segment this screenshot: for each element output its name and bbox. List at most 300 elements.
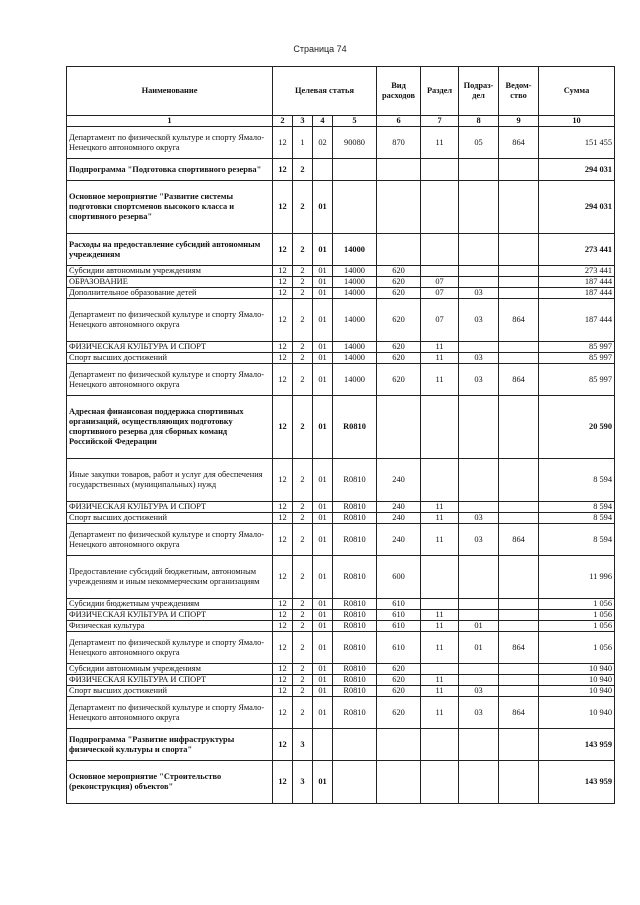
cell-subsection: 03 [459,524,499,556]
cell-target-program: 12 [273,266,293,277]
cell-target-subprogram: 2 [293,697,313,729]
cell-expense-type: 600 [377,556,421,599]
cell-expense-type: 620 [377,675,421,686]
cell-target-direction: 14000 [333,234,377,266]
cell-department [499,288,539,299]
cell-expense-type: 240 [377,513,421,524]
cell-expense-type: 610 [377,621,421,632]
cell-target-direction [333,159,377,181]
table-row [67,353,615,364]
cell-target-event: 01 [313,288,333,299]
cell-section: 11 [421,675,459,686]
cell-sum: 294 031 [539,181,615,234]
cell-subsection [459,556,499,599]
cell-target-direction: R0810 [333,524,377,556]
cell-sum: 8 594 [539,524,615,556]
cell-name: Департамент по физической культуре и спорту Ямало-Ненецкого автономного округа [67,127,273,159]
table-row [67,686,615,697]
cell-subsection: 05 [459,127,499,159]
cell-section: 11 [421,127,459,159]
cell-subsection [459,675,499,686]
cell-target-direction: 14000 [333,299,377,342]
cell-expense-type: 620 [377,342,421,353]
cell-department [499,396,539,459]
cell-target-program: 12 [273,459,293,502]
table-row [67,396,615,459]
cell-sum: 273 441 [539,266,615,277]
cell-target-direction: 14000 [333,288,377,299]
cell-section: 11 [421,364,459,396]
cell-section: 07 [421,288,459,299]
cell-name: Адресная финансовая поддержка спортивных организаций, осуществляющих подготовку спортивного резерва для сборных команд Российской Федерации [67,396,273,459]
cell-section: 07 [421,277,459,288]
table-row [67,675,615,686]
table-row [67,459,615,502]
cell-department: 864 [499,127,539,159]
cell-target-program: 12 [273,364,293,396]
header-subsection: Подраз-дел [459,67,499,116]
cell-name: Расходы на предоставление субсидий автономным учреждениям [67,234,273,266]
cell-department [499,459,539,502]
cell-name: Спорт высших достижений [67,513,273,524]
cell-target-subprogram: 2 [293,234,313,266]
table-row [67,127,615,159]
cell-department [499,761,539,804]
cell-expense-type: 240 [377,502,421,513]
cell-department [499,181,539,234]
cell-name: Департамент по физической культуре и спорту Ямало-Ненецкого автономного округа [67,299,273,342]
cell-target-subprogram: 2 [293,632,313,664]
column-number: 5 [333,116,377,127]
cell-target-event: 01 [313,524,333,556]
cell-expense-type: 620 [377,277,421,288]
cell-name: Дополнительное образование детей [67,288,273,299]
cell-target-direction: 90080 [333,127,377,159]
cell-name: Предоставление субсидий бюджетным, автономным учреждениям и иным некоммерческим организациям [67,556,273,599]
cell-target-program: 12 [273,556,293,599]
cell-department [499,599,539,610]
cell-target-event: 01 [313,266,333,277]
cell-expense-type [377,729,421,761]
cell-subsection [459,234,499,266]
table-body [67,127,615,804]
cell-target-event: 01 [313,234,333,266]
cell-target-program: 12 [273,686,293,697]
cell-target-subprogram: 2 [293,277,313,288]
cell-target-subprogram: 2 [293,459,313,502]
cell-section: 11 [421,610,459,621]
cell-expense-type: 610 [377,632,421,664]
cell-target-event: 01 [313,513,333,524]
header-name: Наименование [67,67,273,116]
cell-department: 864 [499,299,539,342]
cell-target-event: 01 [313,610,333,621]
cell-name: ОБРАЗОВАНИЕ [67,277,273,288]
cell-section [421,459,459,502]
table-row [67,729,615,761]
cell-section [421,729,459,761]
cell-sum: 143 959 [539,729,615,761]
cell-name: Департамент по физической культуре и спорту Ямало-Ненецкого автономного округа [67,697,273,729]
table-row [67,556,615,599]
cell-subsection [459,159,499,181]
cell-subsection: 03 [459,288,499,299]
cell-target-subprogram: 2 [293,686,313,697]
cell-expense-type: 620 [377,266,421,277]
cell-sum: 187 444 [539,288,615,299]
cell-target-program: 12 [273,234,293,266]
cell-target-subprogram: 2 [293,288,313,299]
table-row [67,761,615,804]
cell-target-event: 01 [313,697,333,729]
cell-target-subprogram: 2 [293,513,313,524]
cell-expense-type: 610 [377,599,421,610]
header-section: Раздел [421,67,459,116]
cell-department [499,556,539,599]
header-expense-type: Вид расходов [377,67,421,116]
column-number: 7 [421,116,459,127]
cell-expense-type: 620 [377,353,421,364]
table-row [67,288,615,299]
cell-expense-type [377,761,421,804]
cell-expense-type: 620 [377,664,421,675]
cell-target-event: 01 [313,621,333,632]
cell-target-event: 01 [313,342,333,353]
cell-subsection [459,610,499,621]
cell-expense-type [377,234,421,266]
cell-target-program: 12 [273,342,293,353]
budget-table [66,66,615,804]
cell-target-program: 12 [273,621,293,632]
cell-target-direction: R0810 [333,599,377,610]
cell-target-event: 01 [313,299,333,342]
cell-name: ФИЗИЧЕСКАЯ КУЛЬТУРА И СПОРТ [67,675,273,686]
cell-target-program: 12 [273,181,293,234]
cell-name: Основное мероприятие "Строительство (реконструкция) объектов" [67,761,273,804]
cell-target-direction [333,729,377,761]
cell-target-subprogram: 2 [293,621,313,632]
cell-section: 11 [421,686,459,697]
cell-name: ФИЗИЧЕСКАЯ КУЛЬТУРА И СПОРТ [67,342,273,353]
table-row [67,502,615,513]
cell-sum: 151 455 [539,127,615,159]
table-row [67,364,615,396]
cell-sum: 85 997 [539,342,615,353]
cell-subsection: 03 [459,697,499,729]
cell-section [421,396,459,459]
cell-target-program: 12 [273,664,293,675]
cell-target-direction: 14000 [333,342,377,353]
cell-department [499,686,539,697]
cell-section [421,664,459,675]
cell-section [421,266,459,277]
cell-section [421,599,459,610]
cell-target-direction: R0810 [333,686,377,697]
cell-sum: 187 444 [539,299,615,342]
table-row [67,277,615,288]
cell-name: Субсидии автономным учреждениям [67,664,273,675]
cell-department [499,342,539,353]
cell-target-subprogram: 2 [293,675,313,686]
table-row [67,632,615,664]
cell-target-event: 01 [313,761,333,804]
cell-department [499,513,539,524]
header-target-article: Целевая статья [273,67,377,116]
cell-subsection [459,396,499,459]
cell-subsection [459,599,499,610]
cell-subsection: 01 [459,632,499,664]
cell-department [499,353,539,364]
cell-target-event: 01 [313,502,333,513]
table-row [67,342,615,353]
table-row [67,621,615,632]
cell-section: 11 [421,502,459,513]
page-number: Страница 74 [293,44,347,54]
cell-department: 864 [499,632,539,664]
table-row [67,697,615,729]
cell-target-program: 12 [273,761,293,804]
column-number: 3 [293,116,313,127]
cell-name: Департамент по физической культуре и спорту Ямало-Ненецкого автономного округа [67,524,273,556]
table-row [67,599,615,610]
cell-expense-type [377,396,421,459]
cell-sum: 10 940 [539,697,615,729]
cell-subsection [459,761,499,804]
cell-sum: 187 444 [539,277,615,288]
cell-department [499,621,539,632]
cell-sum: 294 031 [539,159,615,181]
cell-department: 864 [499,697,539,729]
cell-sum: 143 959 [539,761,615,804]
cell-name: ФИЗИЧЕСКАЯ КУЛЬТУРА И СПОРТ [67,502,273,513]
cell-name: Физическая культура [67,621,273,632]
cell-target-direction: R0810 [333,513,377,524]
cell-target-event: 01 [313,686,333,697]
column-number: 4 [313,116,333,127]
cell-target-subprogram: 2 [293,524,313,556]
table-row [67,234,615,266]
cell-expense-type [377,181,421,234]
table-row [67,524,615,556]
cell-target-subprogram: 1 [293,127,313,159]
cell-subsection [459,664,499,675]
cell-name: ФИЗИЧЕСКАЯ КУЛЬТУРА И СПОРТ [67,610,273,621]
cell-target-subprogram: 2 [293,353,313,364]
cell-target-subprogram: 2 [293,181,313,234]
cell-target-subprogram: 3 [293,729,313,761]
cell-target-direction: 14000 [333,266,377,277]
cell-target-event: 01 [313,459,333,502]
cell-target-direction: R0810 [333,664,377,675]
header-department: Ведом-ство [499,67,539,116]
cell-target-direction [333,761,377,804]
cell-target-direction: R0810 [333,396,377,459]
cell-subsection: 03 [459,686,499,697]
cell-subsection [459,502,499,513]
table-row [67,159,615,181]
cell-subsection: 03 [459,364,499,396]
cell-expense-type: 240 [377,524,421,556]
cell-target-event [313,159,333,181]
cell-target-program: 12 [273,396,293,459]
cell-subsection [459,342,499,353]
column-number: 8 [459,116,499,127]
cell-sum: 10 940 [539,675,615,686]
cell-section [421,181,459,234]
cell-sum: 8 594 [539,502,615,513]
cell-name: Подпрограмма "Развитие инфраструктуры физической культуры и спорта" [67,729,273,761]
cell-target-direction: 14000 [333,277,377,288]
table-row [67,513,615,524]
cell-target-event: 01 [313,664,333,675]
cell-subsection: 03 [459,513,499,524]
column-number: 9 [499,116,539,127]
cell-target-program: 12 [273,127,293,159]
column-number: 6 [377,116,421,127]
cell-name: Иные закупки товаров, работ и услуг для обеспечения государственных (муниципальных) нужд [67,459,273,502]
cell-section [421,159,459,181]
cell-target-direction: 14000 [333,364,377,396]
cell-section [421,761,459,804]
cell-target-event: 01 [313,675,333,686]
cell-target-program: 12 [273,502,293,513]
cell-sum: 1 056 [539,599,615,610]
cell-target-subprogram: 2 [293,159,313,181]
cell-department [499,159,539,181]
cell-expense-type: 870 [377,127,421,159]
cell-target-direction: R0810 [333,632,377,664]
cell-name: Субсидии автономным учреждениям [67,266,273,277]
table-row [67,610,615,621]
cell-sum: 8 594 [539,513,615,524]
cell-department [499,675,539,686]
cell-target-program: 12 [273,353,293,364]
cell-target-program: 12 [273,288,293,299]
cell-target-event: 01 [313,181,333,234]
table-row [67,664,615,675]
cell-subsection: 01 [459,621,499,632]
cell-department [499,610,539,621]
cell-subsection [459,181,499,234]
cell-target-event: 01 [313,599,333,610]
cell-name: Департамент по физической культуре и спорту Ямало-Ненецкого автономного округа [67,364,273,396]
cell-target-event: 01 [313,277,333,288]
cell-sum: 10 940 [539,686,615,697]
cell-subsection [459,459,499,502]
cell-expense-type: 610 [377,610,421,621]
cell-name: Спорт высших достижений [67,686,273,697]
cell-section: 11 [421,353,459,364]
cell-target-direction: R0810 [333,556,377,599]
cell-expense-type: 240 [377,459,421,502]
cell-subsection: 03 [459,299,499,342]
cell-section [421,556,459,599]
cell-target-program: 12 [273,299,293,342]
cell-target-program: 12 [273,632,293,664]
cell-expense-type [377,159,421,181]
header-sum: Сумма [539,67,615,116]
cell-target-subprogram: 2 [293,610,313,621]
cell-target-event: 01 [313,632,333,664]
cell-target-subprogram: 2 [293,396,313,459]
cell-section: 11 [421,621,459,632]
cell-department: 864 [499,524,539,556]
cell-sum: 85 997 [539,353,615,364]
table-row [67,266,615,277]
cell-target-direction: R0810 [333,459,377,502]
cell-target-subprogram: 2 [293,664,313,675]
table-row [67,181,615,234]
cell-target-program: 12 [273,524,293,556]
cell-sum: 11 996 [539,556,615,599]
cell-subsection [459,277,499,288]
cell-expense-type: 620 [377,299,421,342]
cell-name: Департамент по физической культуре и спорту Ямало-Ненецкого автономного округа [67,632,273,664]
cell-section: 07 [421,299,459,342]
cell-department [499,502,539,513]
cell-expense-type: 620 [377,697,421,729]
cell-section: 11 [421,697,459,729]
cell-sum: 8 594 [539,459,615,502]
column-number-row [67,116,615,127]
cell-sum: 1 056 [539,610,615,621]
cell-sum: 85 997 [539,364,615,396]
cell-sum: 1 056 [539,621,615,632]
cell-target-program: 12 [273,277,293,288]
cell-target-program: 12 [273,159,293,181]
column-number: 1 [67,116,273,127]
table-row [67,299,615,342]
cell-target-direction: R0810 [333,697,377,729]
cell-target-program: 12 [273,599,293,610]
cell-section: 11 [421,513,459,524]
cell-target-direction: R0810 [333,610,377,621]
cell-section: 11 [421,632,459,664]
cell-target-event: 01 [313,353,333,364]
cell-target-program: 12 [273,675,293,686]
cell-department [499,234,539,266]
cell-target-subprogram: 2 [293,364,313,396]
cell-section [421,234,459,266]
cell-target-program: 12 [273,697,293,729]
cell-target-event: 02 [313,127,333,159]
cell-department [499,729,539,761]
cell-department: 864 [499,364,539,396]
cell-target-program: 12 [273,729,293,761]
cell-target-subprogram: 2 [293,556,313,599]
cell-subsection: 03 [459,353,499,364]
cell-target-direction: R0810 [333,502,377,513]
cell-name: Спорт высших достижений [67,353,273,364]
header-row [67,67,615,116]
cell-name: Субсидии бюджетным учреждениям [67,599,273,610]
cell-target-subprogram: 2 [293,502,313,513]
column-number: 2 [273,116,293,127]
cell-department [499,277,539,288]
column-number: 10 [539,116,615,127]
cell-target-event: 01 [313,364,333,396]
cell-target-direction [333,181,377,234]
cell-name: Подпрограмма "Подготовка спортивного резерва" [67,159,273,181]
cell-sum: 273 441 [539,234,615,266]
cell-expense-type: 620 [377,288,421,299]
cell-target-subprogram: 2 [293,342,313,353]
cell-target-event [313,729,333,761]
cell-sum: 20 590 [539,396,615,459]
cell-section: 11 [421,524,459,556]
cell-department [499,664,539,675]
cell-section: 11 [421,342,459,353]
